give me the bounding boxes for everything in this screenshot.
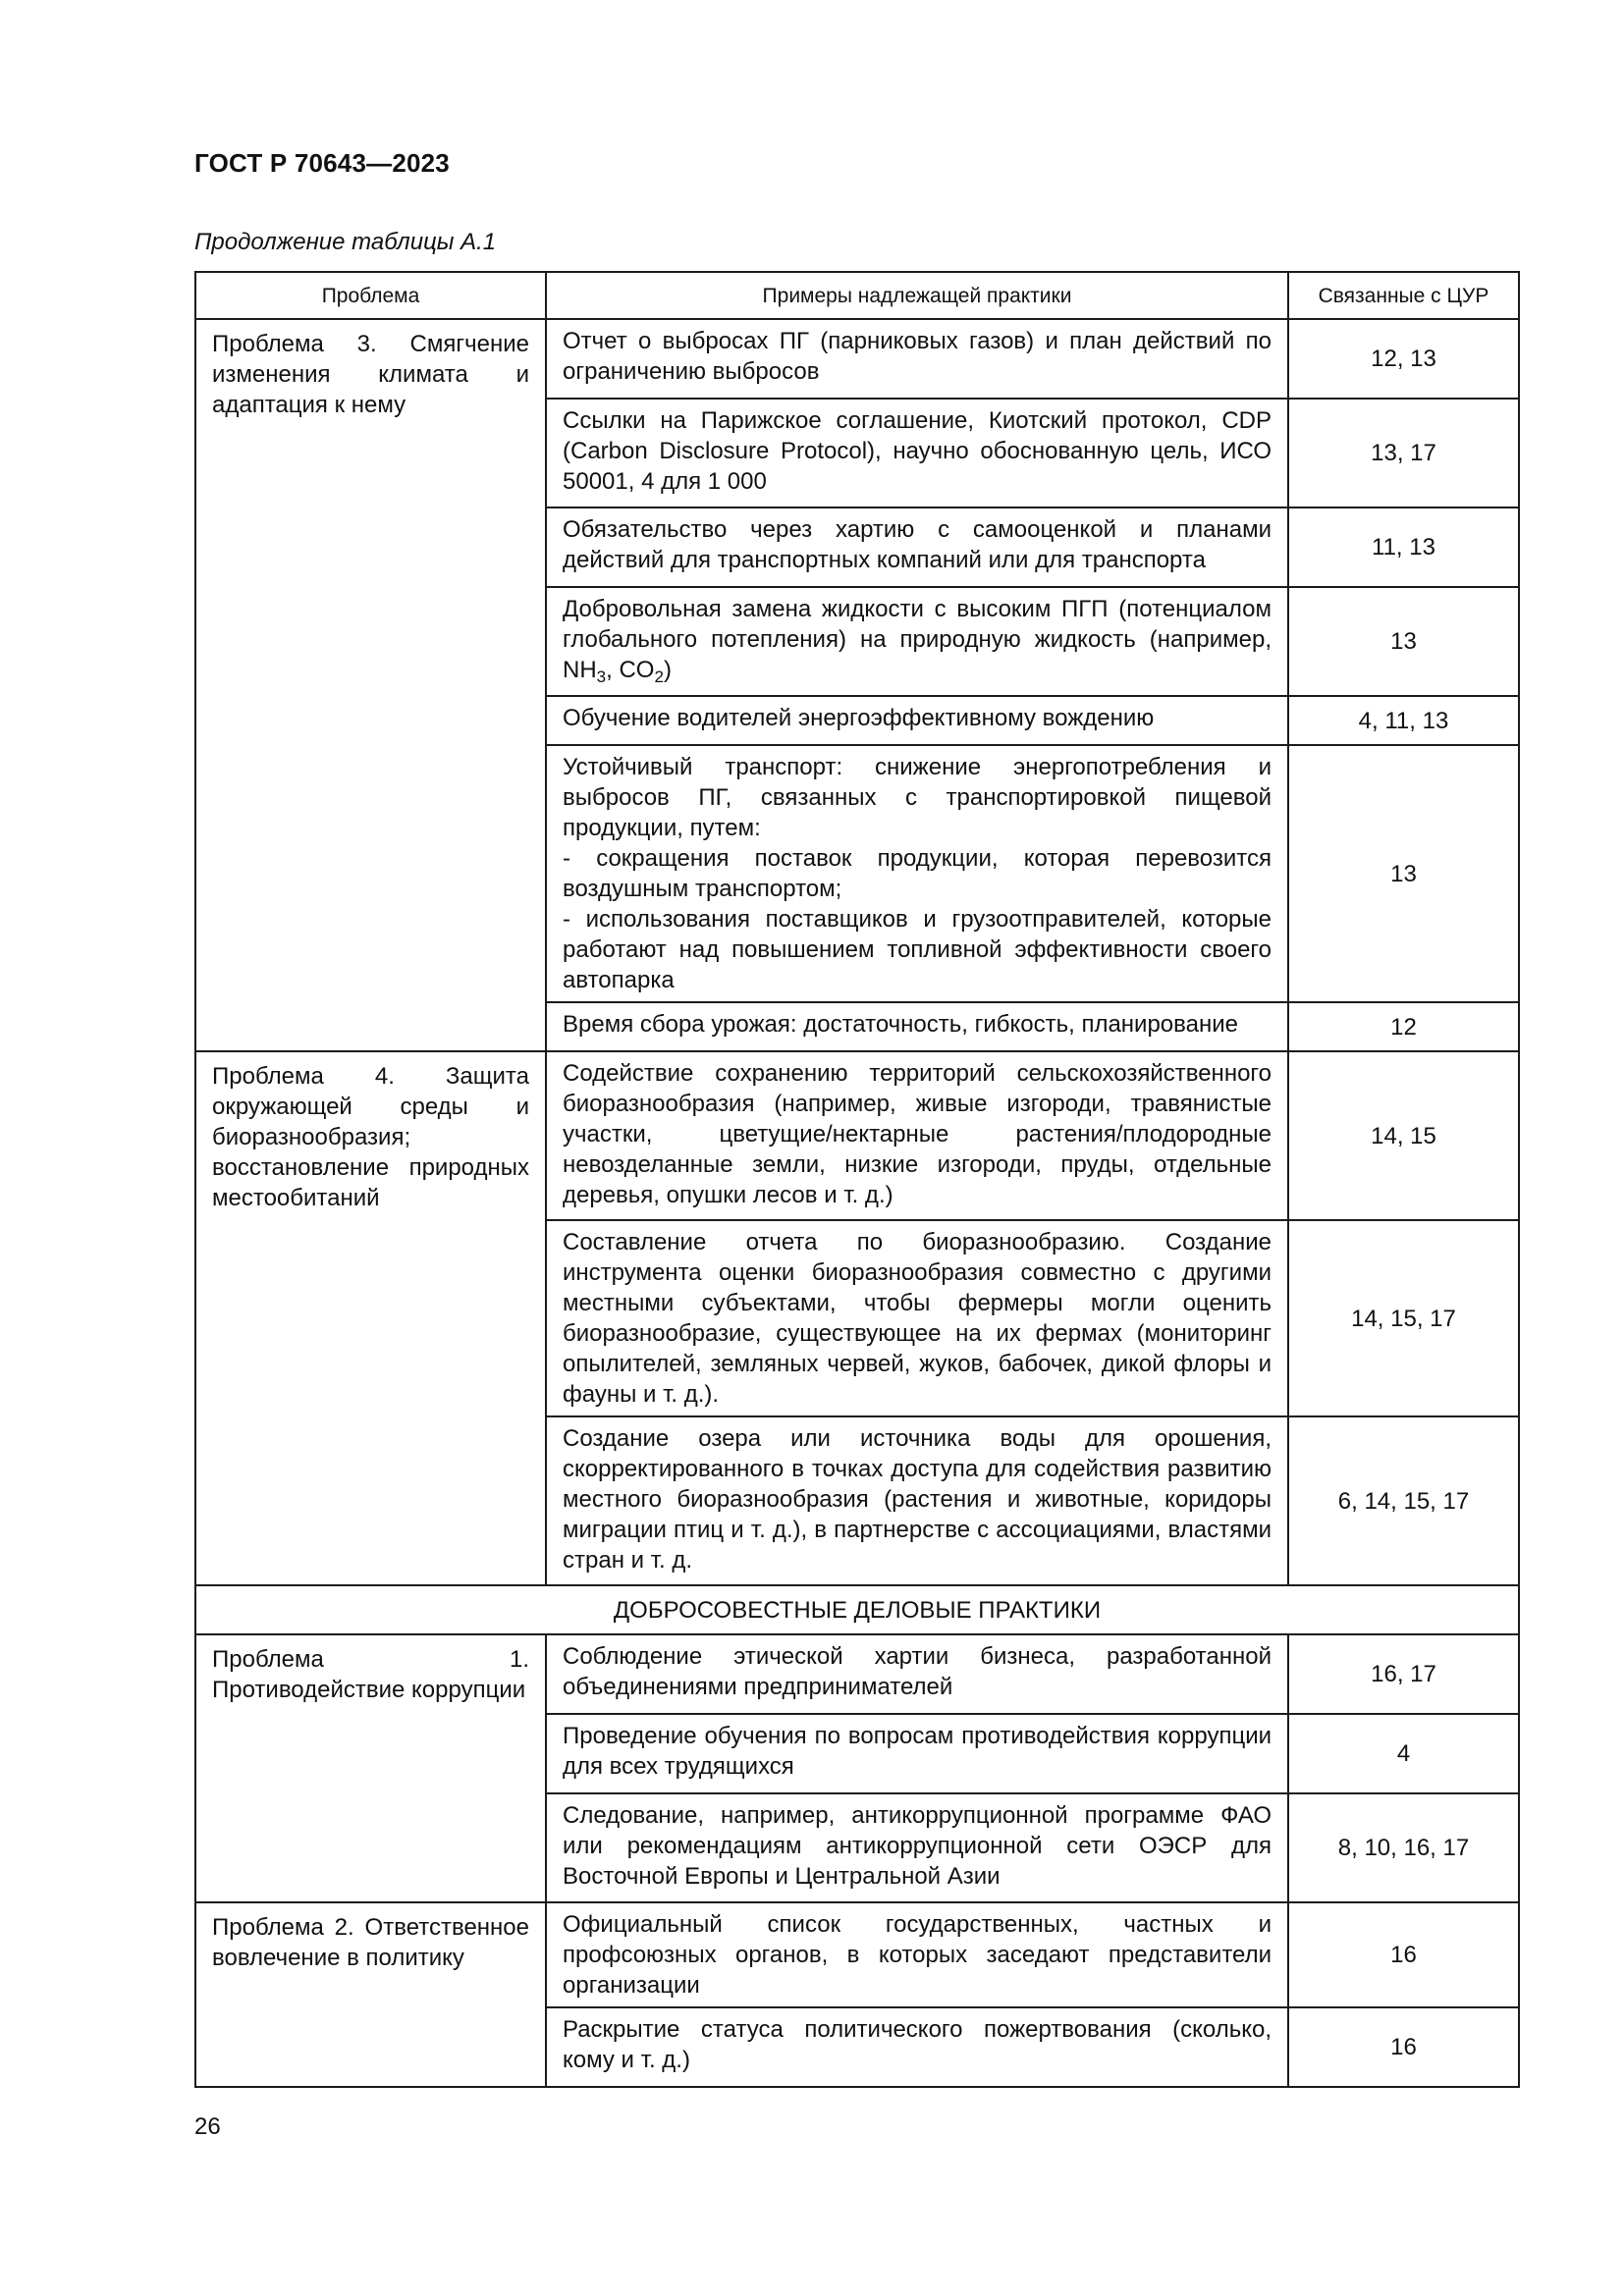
table-header-row [195,272,1519,319]
sdg-cell: 13 [1288,587,1519,696]
practice-line: - использования поставщиков и грузоотправителей, которые работают над повышением топливной эффективности своего автопарка [563,906,1272,993]
practice-cell: Время сбора урожая: достаточность, гибкость, планирование [546,1002,1288,1051]
practice-cell: Обучение водителей энергоэффективному вождению [546,696,1288,745]
subscript: 2 [654,667,664,686]
sdg-cell: 16 [1288,2007,1519,2087]
sdg-cell: 14, 15, 17 [1288,1220,1519,1416]
table-caption: Продолжение таблицы А.1 [194,229,497,255]
practice-cell: Ссылки на Парижское соглашение, Киотский протокол, CDP (Carbon Disclosure Protocol), научно обоснованную цель, ИСО 50001, 4 для 1 000 [546,399,1288,507]
practice-cell: Составление отчета по биоразнообразию. Создание инструмента оценки биоразнообразия совместно с другими местными субъектами, чтобы фермеры могли оценить биоразнообразие, существующее на их фермах (мониторинг опылителей, земляных червей, жуков, бабочек, дикой флоры и фауны и т. д.). [546,1220,1288,1416]
sdg-cell: 12, 13 [1288,319,1519,399]
sdg-cell: 13, 17 [1288,399,1519,507]
practice-text: ) [663,657,672,683]
practice-cell: Официальный список государственных, частных и профсоюзных органов, в которых заседают представители организации [546,1902,1288,2007]
practice-cell-list [546,745,1288,1002]
column-header-problem: Проблема [195,272,546,319]
practice-text: , CO [606,657,655,683]
section-heading: ДОБРОСОВЕСТНЫЕ ДЕЛОВЫЕ ПРАКТИКИ [195,1585,1519,1634]
table-row [195,1634,1519,1714]
practice-line: Устойчивый транспорт: снижение энергопотребления и выбросов ПГ, связанных с транспортировкой пищевой продукции, путем: [563,754,1272,841]
column-header-sdg: Связанные с ЦУР [1288,272,1519,319]
sdg-cell: 14, 15 [1288,1051,1519,1220]
table-row [195,1051,1519,1220]
sdg-cell: 8, 10, 16, 17 [1288,1793,1519,1902]
sdg-cell: 4, 11, 13 [1288,696,1519,745]
practice-cell-formula [546,587,1288,696]
practice-cell: Отчет о выбросах ПГ (парниковых газов) и план действий по ограничению выбросов [546,319,1288,399]
sdg-cell: 11, 13 [1288,507,1519,587]
sdg-cell: 4 [1288,1714,1519,1793]
sdg-cell: 16 [1288,1902,1519,2007]
practice-cell: Раскрытие статуса политического пожертвования (сколько, кому и т. д.) [546,2007,1288,2087]
problem-cell: Проблема 2. Ответственное вовлечение в политику [195,1902,546,2087]
sdg-cell: 6, 14, 15, 17 [1288,1416,1519,1585]
practice-cell: Следование, например, антикоррупционной программе ФАО или рекомендациям антикоррупционной сети ОЭСР для Восточной Европы и Центральной Азии [546,1793,1288,1902]
subscript: 3 [596,667,607,686]
sdg-cell: 16, 17 [1288,1634,1519,1714]
practice-text: Добровольная замена жидкости с высоким ПГП (потенциалом глобального потепления) на природную жидкость (например, NH [563,596,1272,683]
practice-cell: Обязательство через хартию с самооценкой и планами действий для транспортных компаний или для транспорта [546,507,1288,587]
page-number: 26 [194,2113,221,2140]
table-row [195,1902,1519,2007]
sdg-cell: 12 [1288,1002,1519,1051]
practice-cell: Создание озера или источника воды для орошения, скорректированного в точках доступа для содействия развитию местного биоразнообразия (растения и животные, коридоры миграции птиц и т. д.), в партнерстве с ассоциациями, властями стран и т. д. [546,1416,1288,1585]
practices-table [194,271,1520,2088]
practice-cell: Соблюдение этической хартии бизнеса, разработанной объединениями предпринимателей [546,1634,1288,1714]
problem-cell: Проблема 4. Защита окружающей среды и биоразнообразия; восстановление природных местообитаний [195,1051,546,1585]
sdg-cell: 13 [1288,745,1519,1002]
table-row [195,319,1519,399]
section-row [195,1585,1519,1634]
column-header-practice: Примеры надлежащей практики [546,272,1288,319]
practice-line: - сокращения поставок продукции, которая перевозится воздушным транспортом; [563,845,1272,902]
practice-cell: Содействие сохранению территорий сельскохозяйственного биоразнообразия (например, живые изгороди, травянистые участки, цветущие/нектарные растения/плодородные невозделанные земли, низкие изгороди, пруды, отдельные деревья, опушки лесов и т. д.) [546,1051,1288,1220]
document-header: ГОСТ Р 70643—2023 [194,148,450,178]
practice-cell: Проведение обучения по вопросам противодействия коррупции для всех трудящихся [546,1714,1288,1793]
problem-cell: Проблема 3. Смягчение изменения климата и адаптация к нему [195,319,546,1051]
problem-cell: Проблема 1. Противодействие коррупции [195,1634,546,1902]
